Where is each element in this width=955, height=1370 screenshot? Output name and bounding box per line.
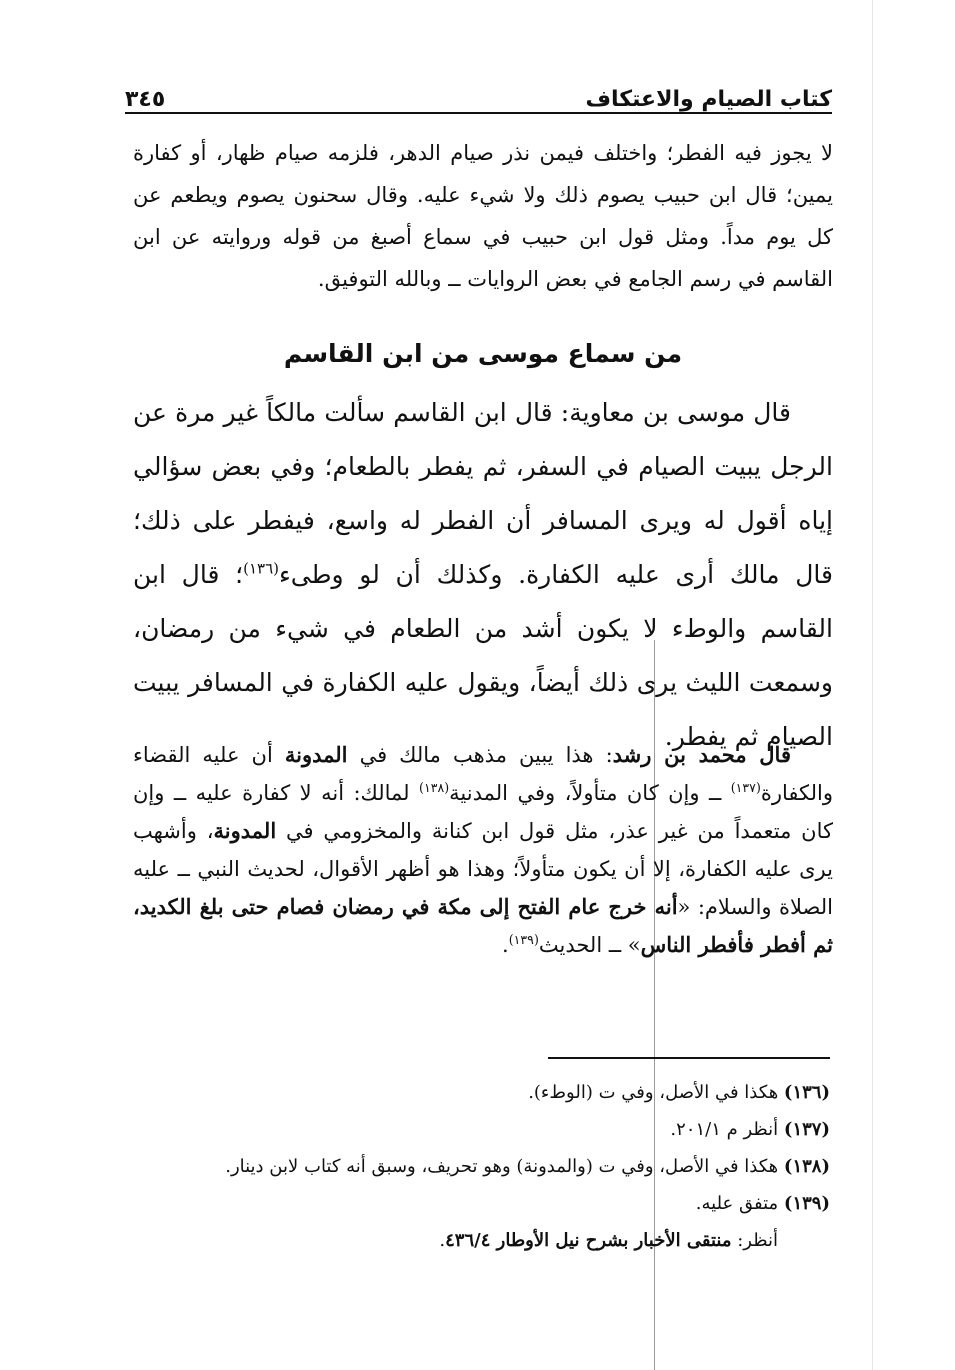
reference-prefix: أنظر:: [731, 1230, 778, 1251]
paragraph-3-seg2: أن عليه القضاء والكفارة: [133, 743, 833, 805]
footnote-reference: [133, 1222, 830, 1259]
paragraph-2: [133, 386, 833, 764]
footnote-139: [133, 1185, 830, 1222]
footnote-136: [133, 1074, 830, 1111]
footnote-text: أنظر م ٢٠١/١.: [670, 1119, 779, 1140]
commentator-name: قال محمد بن رشد: [612, 742, 791, 767]
paragraph-3-seg5: ، وأشهب يرى عليه الكفارة، إلا أن يكون متأولاً؛ وهذا هو أظهر الأقوال، لحديث النبي ــ عليه الصلاة والسلام: «: [133, 819, 833, 919]
footnote-137: [133, 1111, 830, 1148]
paragraph-2-part1: قال موسى بن معاوية: قال ابن القاسم سألت مالكاً غير مرة عن الرجل يبيت الصيام في السفر، ثم يفطر بالطعام؛ وفي بعض سؤالي إياه أقول له ويرى المسافر أن الفطر له واسع، فيفطر على ذلك؛ قال مالك أرى عليه الكفارة. وكذلك أن لو وطىء: [133, 398, 833, 589]
footnote-number: (١٣٩): [783, 1193, 830, 1214]
note-ref-136: (١٣٦): [243, 559, 279, 578]
scan-edge-line: [872, 0, 873, 1370]
page-number: ٣٤٥: [125, 87, 166, 112]
hadith-quote: أنه خرج عام الفتح إلى مكة في رمضان فصام حتى بلغ الكديد، ثم أفطر فأفطر الناس: [133, 894, 833, 957]
footnote-text: متفق عليه.: [695, 1193, 779, 1214]
header-title: كتاب الصيام والاعتكاف: [585, 87, 832, 112]
paragraph-3-seg6: » ــ الحديث: [538, 933, 641, 957]
footnote-number: (١٣٨): [783, 1156, 830, 1177]
footnote-number: (١٣٧): [783, 1119, 830, 1140]
mudawwana-ref: المدونة: [284, 742, 348, 767]
note-ref-137: (١٣٧): [730, 780, 761, 795]
footnotes: [133, 1074, 830, 1259]
paragraph-3-seg4: لمالك: أنه لا كفارة عليه ــ وإن كان متعمداً من غير عذر، مثل قول ابن كنانة والمخزومي في: [133, 781, 833, 843]
note-ref-138: (١٣٨): [419, 780, 450, 795]
paragraph-1: [133, 132, 833, 300]
footnote-number: (١٣٦): [783, 1082, 830, 1103]
paragraph-3: [133, 736, 833, 964]
header-rule: [125, 112, 832, 114]
paragraph-3-seg7: .: [502, 933, 509, 957]
reference-book: منتقى الأخبار بشرح نيل الأوطار ٤٣٦/٤: [445, 1230, 732, 1251]
paragraph-3-seg3: ــ وإن كان متأولاً، وفي المدنية: [449, 781, 731, 805]
running-header: [125, 72, 832, 112]
reference-suffix: .: [439, 1230, 446, 1251]
paragraph-2-part2: ؛ قال ابن القاسم والوطء لا يكون أشد من الطعام في شيء من رمضان، وسمعت الليث يرى ذلك أيضاً، ويقول عليه الكفارة في المسافر يبيت الصيام ثم يفطر.: [133, 560, 833, 751]
mudawwana-ref-2: المدونة: [213, 818, 277, 843]
footnote-text: هكذا في الأصل، وفي ت (الوطء).: [528, 1082, 779, 1103]
footnote-separator: [548, 1057, 830, 1059]
section-title: من سماع موسى من ابن القاسم: [283, 339, 683, 368]
paragraph-3-seg1: : هذا يبين مذهب مالك في: [347, 743, 613, 767]
note-ref-139: (١٣٩): [508, 932, 539, 947]
paragraph-1-text: لا يجوز فيه الفطر؛ واختلف فيمن نذر صيام الدهر، فلزمه صيام ظهار، أو كفارة يمين؛ قال ابن حبيب يصوم ذلك ولا شيء عليه. وقال سحنون يصوم ويطعم عن كل يوم مداً. ومثل قول ابن حبيب في سماع أصبغ من قوله وروايته عن ابن القاسم في رسم الجامع في بعض الروايات ــ وبالله التوفيق.: [133, 141, 833, 291]
footnote-text: هكذا في الأصل، وفي ت (والمدونة) وهو تحريف، وسبق أنه كتاب لابن دينار.: [225, 1156, 779, 1177]
footnote-138: [133, 1148, 830, 1185]
